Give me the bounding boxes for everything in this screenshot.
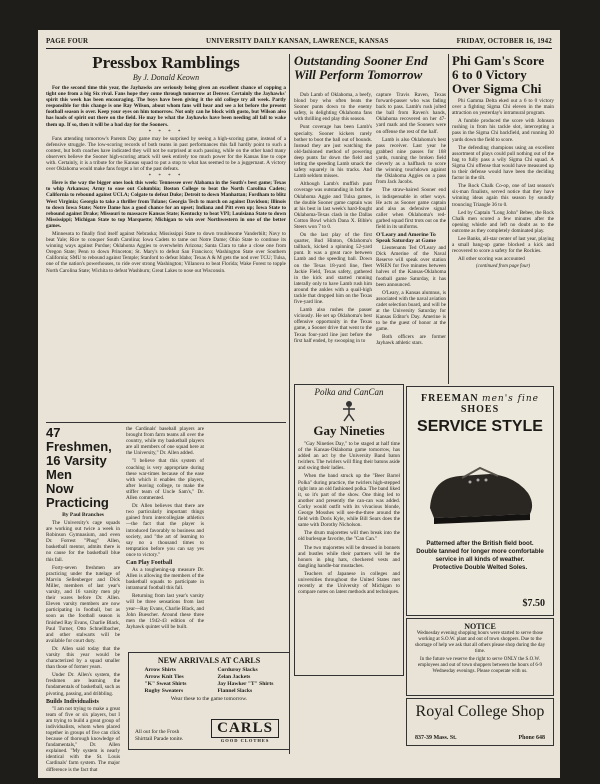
freshmen-column-2 — [126, 426, 204, 648]
sooner-paragraph: Punt coverage has been Lamb's specialty. Sooner kickers rarely bother to boot the ball out of bounds. Instead they are just watching the old-fashioned method of powering deep punts far down the field and letting the speeding Lamb smack the safety squarely in his tracks. And Lamb seldom misses. — [294, 124, 372, 180]
freshmen-paragraph: Returning from last year's varsity will be three sensations from last year—Ray Evans, Charlie Black, and John Buescher. Around these three men the 1942-43 edition of the Jayhawk quintet will be built. — [126, 593, 204, 630]
carls-item: Arrow Knit Ties — [144, 674, 184, 680]
separator-stars: * * * * — [148, 174, 184, 180]
ramblings-paragraph: For the second time this year, the Jayhawks are seriously being given an excellent chance of copping a tight one from a big Six rival. Fans hope they come through tomorrow at Denver. Certainly the Jayhawks' spirit this week has been encouraging. The boys have been giving it the old college try all week. Partly responsible for this change is one Ray Wilson, about whom fans will hear and see a lot before the present football season is over. Keep your eyes on him tomorrow. Not only can he block with gusto, but Wilson also has loads of spirit out there on the field. He may be what the Jayhawks have been needing all fall to wake them up. If so, then it will be a bad day for the Sooners. — [46, 85, 286, 128]
polka-paragraph: Teachers of Japanese in colleges and universities throughout the United States met recently at the University of Michigan to compare notes on latest methods and techniques. — [298, 570, 400, 596]
freeman-brand: FREEMAN — [420, 393, 479, 404]
carls-logo — [211, 719, 279, 743]
polka-box — [294, 384, 404, 676]
sooner-paragraph: capture Travis Raven, Texas forward-passer who was fading back to pass. Lamb's rush jolted the ball from Raven's hands, Oklahoma recovered on her 47-yard mark and the Sooners were on offense the rest of the half. — [376, 92, 446, 135]
sooner-paragraph: Dub Lamb of Oklahoma, a beefy, blond boy who often beats the Sooner punts down to the enemy safety, is delighting Oklahoma fans with thrilling end play this season. — [294, 92, 372, 123]
freeman-tagline: men's fine — [482, 394, 539, 404]
sooner-paragraph: Both officers are former Jayhawk athletic stars. — [376, 334, 446, 347]
phigam-paragraph: All other scoring was accounted — [458, 256, 525, 263]
phigam-paragraph: Led by Captain "Long John" Bebee, the Rock Chalk men scored a few minutes after the opening whistle and left no doubt as to the outcome as they completely dominated play. — [452, 209, 554, 234]
freshmen-paragraph: Under Dr. Allen's system, the freshmen are learning the fundamentals of basketball, such as pivoting, passing, and dribbling. — [46, 672, 120, 697]
ramblings-paragraph: Here is the way the bigger ones look this week: Tennessee over Alabama in the South's best game; Texas to whip Arkansas; Army to ease out Columbia; Boston College to beat the North Carolina Cadets; California to rebound against UCLA; Colgate to defeat Duke; Detroit to down Manhattan; Fordham to blitz West Virginia; Georgia to take a thriller from Tulane; Georgia Tech to march on against Davidson; Illinois to down Iowa State; Notre Dame has a good chance for an upset; Indiana and Pitt even up; Iowa State to rebound against Drake; Missouri to massacre Kansas State; Kentucky to beat VPI; Louisiana State to down Mississippi; Michigan State to top Marquette; Michigan to win over Northwestern in one of the better games. — [46, 180, 286, 229]
sooner-paragraph: O'Leary, a Kansas alumnus, is associated with the naval aviation cadet selection board, and will be at the University Saturday for Kansas Editor's Day. Amerine is to be the guest of honor at the game. — [376, 289, 447, 333]
phigam-paragraph: Phi Gamma Delta eked out a 6 to 0 victory over a fighting Sigma Chi eleven in the main attraction on yesterday's intramural program. — [452, 98, 554, 117]
sooner-paragraph: Lieutenants Ted O'Leary and Dick Amerine of the Naval Reserve will speak over station WREN for five minutes between halves of the Kansas-Oklahoma football game Saturday, it has been announced. — [376, 245, 446, 288]
carls-item: Corduroy Slacks — [217, 667, 258, 673]
royal-address: 837-39 Mass. St. — [415, 735, 457, 741]
freshmen-paragraph: Dr. Allen believes that there are two particularly important things gained from intercollegiate athletics —the fact that the player is introduced favorably to business and society, and "the art of learning to say no a thousand times to temptation before you can say yes once to victory." — [126, 503, 204, 558]
freshmen-headline-line1: 47 Freshmen, — [46, 425, 112, 454]
newspaper-page — [38, 30, 560, 778]
freshmen-column-1 — [46, 425, 120, 773]
continued-note: (continued from page four) — [475, 264, 531, 270]
column-rule — [289, 54, 290, 754]
polka-header: Polka and CanCan — [314, 387, 384, 397]
polka-paragraph: The drum majorettes will then break into the old burlesque favorite, the "Can Can." — [298, 530, 400, 543]
carls-header: NEW ARRIVALS AT CARLS — [157, 656, 261, 665]
ramblings-paragraph: Fans attending tomorrow's Parents Day game may be surprised by seeing a high-scoring game, instead of a defensive struggle. The low-scoring records of both teams in past performances this fall hardly point to such a contest, but both coaches have indicated they will not be surprised at such passing, while on the other hand many observers believe the Sooner high-scoring attack will seek entirely too much power for the Kansas line to cope with. Certainly, it is a tribute for the Kansas squad to put a stop to what has seemed to be a juggernaut. A victory over Oklahoma would make fans forget a lot of the past defeats. — [46, 135, 286, 173]
freeman-line: Protective Double Welted Soles. — [432, 564, 528, 571]
freeman-line: Patterned after the British field boot. — [426, 540, 534, 547]
notice-body: Wednesday evening shopping hours were started to serve those working at S.O.W. plant and out of town shoppers. Due to the shortage of help we ask that all others please shop during the day time. — [414, 631, 546, 654]
sooner-headline-block — [294, 54, 434, 94]
polka-paragraph: The two majorettes will be dressed in bonnets and bustles while their partners will be the honors in plug hats, checkered vests and dangling handle-bar mustaches. — [298, 544, 400, 569]
freeman-copy — [407, 540, 553, 572]
carls-footer-line2: Shirttail Parade tonite. — [135, 736, 184, 742]
phigam-headline-line3: Over Sigma Chi — [452, 81, 542, 96]
phigam-paragraph: A fumble produced the score with Johnson rushing in from his tackle slot, intercepting a pass in the Sigma Chi backfield, and running 30 yards down the field to score. — [452, 118, 554, 143]
carls-footer-line1: All out for the Frosh — [135, 729, 180, 735]
freshmen-paragraph: "I believe that this system of coaching is very appropriate during these war-times because of the ease with which it enables the players, after leaving college, to make the stiffer team of Uncle Sam's," Dr. Allen commented. — [126, 458, 204, 502]
freshmen-headline-line2: 16 Varsity Men — [46, 453, 107, 482]
sooner-paragraph: On the last play of the first quarter, Bud Hinton, Oklahoma's tailback, kicked a spinning 52-yard punt. It was a great race between Lamb and the speeding ball. Down on the Texas 18-yard line, fleet Jackie Field, Texas safety, gathered in the kick and started running laterally only to have Lamb rush him around the ankles with a quail-high tackle that dropped him on the Texas five-yard line. — [294, 232, 372, 306]
polka-body — [295, 441, 403, 679]
freshmen-paragraph: the Cardinals' baseball players are brought from farm teams all over the country, while my basketball players are all members of one squad here at the University," Dr. Allen added. — [126, 426, 204, 457]
ramblings-paragraph: Minnesota to finally find itself against Nebraska; Mississippi State to down troublesome Vanderbilt; Navy to beat Yale; Rice to conquer South Carolina; Iowa Cadets to tame out Notre Dame; Ohio State to continue its winning ways against Purdue; Oklahoma Aggies to overwhelm Arizona; Santa Clara to take a close one from Oregon State; Penn to down Princeton; St. Mary's to defeat San Francisco; Washington State over Southern California; SMU to rebound against Temple; Stanford to defeat Idaho; Texas A & M gets the nod over TCU; Tulsa, one of the nation's powerhouses, to ride over strong Washington; Villanova to beat Florida; Wake Forest to topple North Carolina State; Wichita to defeat Washburn; Great Lakes to nose out Wisconsin. — [46, 230, 286, 274]
polka-paragraph: "Gay Nineties Day," to be staged at half time of the Kansas-Oklahoma game tomorrow, has added an act by the University Band baton twirlers. The twirlers will fling their batons aside and swing their ladies. — [298, 441, 400, 472]
sooner-column-2 — [376, 92, 446, 378]
masthead — [46, 36, 552, 49]
phigam-paragraph: Lee Banks, all-star center of last year, playing a small bang-up game blocked a kick and recovered to score a safety for the Rockies. — [452, 235, 554, 255]
notice-title: NOTICE — [464, 622, 496, 631]
phigam-paragraph: The Rock Chalk Co-op, one of last season's six-man finalists, served notice that they have winning ideas again this season by soundly trouncing Triangle 36 to 0. — [452, 183, 554, 208]
sooner-paragraph: Lamb also rushes the passer viciously. He set up Oklahoma's best offensive opportunity in the Texas game, a Sooner drive that went to the Texas four-yard line just before the first half ended, by swooping in to — [294, 307, 372, 344]
carls-ad — [128, 652, 290, 750]
freeman-line: Double tanned for longer more comfortable service in all kinds of weather. — [416, 548, 544, 563]
carls-item: "K" Sweat Shirts — [144, 681, 187, 687]
carls-item: Jay Hawker "T" Shirts — [217, 681, 274, 687]
freshmen-subhead: Builds Individualists — [46, 698, 99, 705]
freshmen-subhead: Can Play Football — [126, 559, 173, 566]
freshmen-byline: By Paul Branches — [62, 512, 104, 518]
separator-stars: * * * * — [148, 129, 184, 135]
issue-date: FRIDAY, OCTOBER 16, 1942 — [456, 37, 552, 45]
freeman-price: $7.50 — [522, 598, 545, 609]
freshmen-headline-line3: Now Practicing — [46, 481, 109, 510]
phigam-headline-line1: Phi Gam's Score — [452, 53, 545, 68]
sooner-paragraph: Lamb is also Oklahoma's best pass receiver. Last year he grabbed nine passes for 168 yards, running the broken field cleverly as a halfback to score the winning touchdown against the Oklahoma Aggies on a pass from Jack Jacobs. — [376, 136, 446, 186]
column-rule — [448, 54, 449, 384]
phigam-column — [452, 54, 554, 384]
sooner-paragraph: The straw-haired Sooner end is indispensable in other ways. He acts as Sooner game captain and also as defensive signal caller when Oklahoma's red-garbed squad first trots out on the field in its uniforms. — [376, 187, 446, 230]
royal-college-shop-ad — [406, 698, 554, 746]
ramblings-column — [46, 54, 286, 419]
freshmen-paragraph: "I am not trying to make a great team of five or six players, but I am trying to build a great group of individualists, whom when placed together in groups of five can click because of thorough knowledge of fundamentals," Dr. Allen explained. "My system is nearly identical with the St. Louis Cardinals' farm system. The major difference is the fact that — [46, 705, 120, 773]
ramblings-headline: Pressbox Ramblings — [92, 53, 240, 72]
carls-line: Wear these to the game tomorrow. — [170, 696, 248, 702]
freshmen-paragraph: Dr. Allen said today that the varsity this year would be characterized by a squad smaller than those of former years. — [46, 645, 120, 671]
carls-item: Arrow Shirts — [144, 667, 176, 673]
shoe-illustration-icon — [420, 438, 540, 538]
page-number: PAGE FOUR — [46, 37, 89, 45]
carls-logo-text: CARLS — [211, 719, 279, 738]
freeman-ad — [406, 386, 554, 616]
freeman-headline: SERVICE STYLE — [417, 418, 543, 435]
freeman-shoes: SHOES — [460, 404, 500, 415]
carls-items-left — [145, 667, 187, 695]
sooner-headline-line2: Will Perform Tomorrow — [294, 67, 423, 82]
section-rule — [46, 422, 286, 423]
carls-logo-sub: GOOD CLOTHES — [220, 738, 270, 743]
polka-paragraph: When the band struck up the "Beer Barrel Polka" during practice, the twirlers high-stepped right into an old fashioned polka. The band liked it, so it's part of the show. One thing led to another and presently the can-can was added. Corky would outfit with its vivacious blonde, George Mosshes will see-the-three around the field with Doris Kyle, while Bill Sears does the same with Dorothy Nicholson. — [298, 473, 400, 529]
dancer-icon — [337, 398, 361, 422]
freshmen-paragraph: As a toughening-up measure Dr. Allen is allowing the members of the basketball squads to participate in intramural football this fall. — [126, 566, 204, 592]
phigam-headline-line2: 6 to 0 Victory — [452, 67, 527, 82]
freshmen-paragraph: Forty-seven freshmen are practicing under the tutelage of Marvin Sellenberger and Dick Miller, members of last year's varsity, and 16 varsity men ply their wares before Dr. Allen. Eleven varsity members are now participating in football, but as soon as the football season is finished Ray Evans, Charlie Black, Paul Turner, Otto Schnellbacher, and other stalwarts will be available for court duty. — [46, 564, 120, 644]
notice-body-2: In the future we reserve the right to serve ONLY the S.O.W. employees and out of town shoppers between the hours of 6-9 Wednesday evenings. Please cooperate with us. — [417, 657, 543, 674]
paper-name: UNIVERSITY DAILY KANSAN, LAWRENCE, KANSAS — [206, 37, 389, 45]
carls-item: Rugby Sweaters — [144, 688, 184, 694]
carls-item: Zelan Jackets — [217, 674, 251, 680]
sooner-paragraph: Although Lamb's muffish punt coverage was outstanding in both the Oklahoma Aggie and Tulsa games, the double Sooner game captain was at his best in last week's hard-fought Oklahoma-Texas clash in the Dallas Cotton Bowl which Dana X. Bible's Steers won 7 to 0. — [294, 181, 372, 230]
carls-items-right — [217, 667, 273, 695]
royal-phone: Phone 648 — [518, 735, 545, 741]
oleary-subhead: O'Leary and Amerine To Speak Saturday at Game — [376, 232, 436, 245]
notice-box — [406, 618, 554, 696]
phigam-paragraph: The defending champions using an excellent assortment of plays could pull nothing out of the bag to fully pass a wily Sigma Chi squad. A Sigma Chi offense that would have measured up to their defense would have been the deciding factor in the tilt. — [452, 144, 554, 182]
carls-footer — [135, 729, 183, 743]
royal-shop-name: Royal College Shop — [415, 703, 545, 720]
sooner-column-1 — [294, 92, 372, 378]
freeman-brand-line — [407, 393, 553, 415]
carls-item-lists — [129, 667, 289, 695]
ramblings-byline: By J. Donald Keown — [132, 73, 200, 82]
carls-item: Flannel Slacks — [217, 688, 253, 694]
freshmen-paragraph: The University's cage squads are working out twice a week in Robinson Gymnasium, and even Dr. Forrest "Phog" Allen, basketball mentor, admits there is no cause for the basketball blue this fall. — [46, 520, 120, 563]
sooner-headline-line1: Outstanding Sooner End — [294, 53, 428, 68]
polka-title: Gay Nineties — [313, 423, 385, 438]
